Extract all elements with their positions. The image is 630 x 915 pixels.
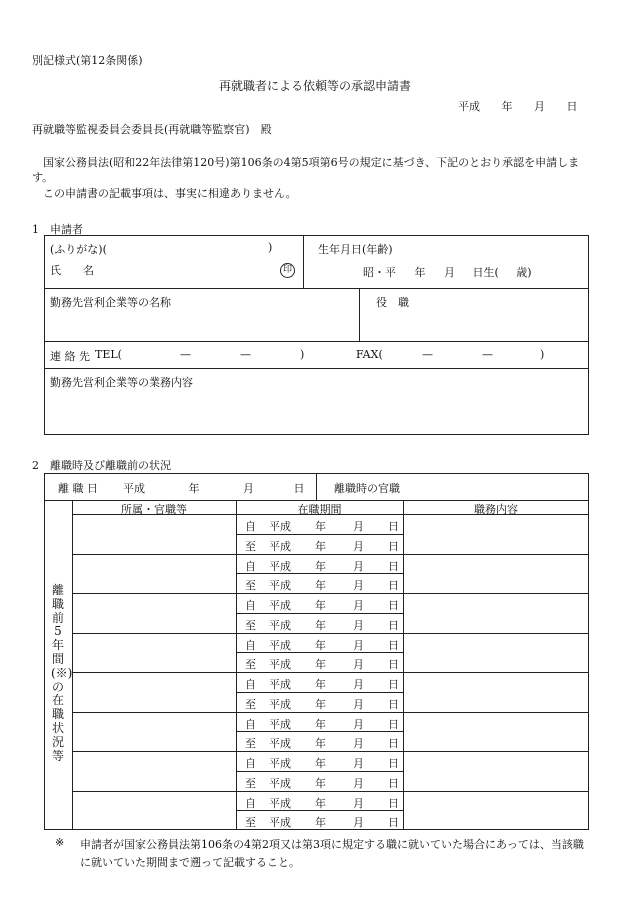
side-label: 離職前5年間(※)の在職状況等 (51, 583, 73, 763)
period-year-unit: 年 (315, 678, 326, 691)
col-duties: 職務内容 (474, 503, 518, 516)
retire-era: 平成 (123, 482, 145, 495)
retire-day-unit: 日 (293, 482, 305, 495)
period-mark: 自 (245, 796, 256, 810)
contact-row (50, 348, 585, 364)
period-year-unit: 年 (315, 658, 326, 672)
period-year-unit: 年 (315, 599, 326, 612)
period-era: 平成 (269, 579, 291, 593)
business-label: 勤務先営利企業等の業務内容 (50, 376, 193, 389)
affiliation-field[interactable] (73, 713, 235, 751)
retire-date-field[interactable] (123, 480, 305, 496)
duties-field[interactable] (404, 515, 588, 553)
duties-field[interactable] (404, 752, 588, 790)
period-era: 平成 (269, 796, 291, 810)
period-year-unit: 年 (315, 520, 326, 533)
period-era: 平成 (269, 599, 291, 612)
period-month-unit: 月 (353, 539, 364, 553)
employer-label: 勤務先営利企業等の名称 (50, 296, 171, 309)
birth-date-field[interactable] (363, 264, 532, 280)
divider (44, 341, 589, 342)
period-era: 平成 (269, 539, 291, 553)
affiliation-field[interactable] (73, 555, 235, 593)
date-era: 平成 (458, 100, 480, 113)
period-era: 平成 (269, 816, 291, 830)
divider (236, 500, 237, 830)
position-label: 役 職 (376, 296, 409, 309)
period-day-unit: 日 (388, 678, 399, 691)
period-mark: 自 (245, 757, 256, 770)
birth-day-unit: 日生( (472, 266, 499, 279)
period-era: 平成 (269, 520, 291, 533)
period-era: 平成 (269, 658, 291, 672)
period-era: 平成 (269, 559, 291, 573)
fax-dash: — (482, 348, 493, 361)
date-day-unit: 日 (566, 100, 578, 113)
date-month-unit: 月 (534, 100, 545, 113)
period-day-unit: 日 (388, 757, 399, 770)
retire-year-unit: 年 (188, 482, 200, 495)
period-day-unit: 日 (388, 599, 399, 612)
period-month-unit: 月 (353, 599, 364, 612)
period-month-unit: 月 (353, 796, 364, 810)
name-field[interactable] (280, 262, 295, 278)
period-day-unit: 日 (388, 559, 399, 573)
period-era: 平成 (269, 776, 291, 790)
fax-label: FAX( (356, 348, 383, 361)
period-month-unit: 月 (353, 816, 364, 830)
period-day-unit: 日 (388, 816, 399, 830)
period-year-unit: 年 (315, 638, 326, 652)
period-mark: 自 (245, 599, 256, 612)
duties-field[interactable] (404, 713, 588, 751)
period-month-unit: 月 (353, 618, 364, 632)
col-affiliation: 所属・官職等 (121, 503, 187, 516)
furigana-label: (ふりがな)( (50, 243, 107, 256)
period-era: 平成 (269, 757, 291, 770)
birth-era: 昭・平 (363, 266, 396, 279)
furigana-close: ) (268, 241, 273, 254)
affiliation-field[interactable] (73, 634, 235, 672)
period-day-unit: 日 (388, 717, 399, 731)
period-day-unit: 日 (388, 658, 399, 672)
duties-field[interactable] (404, 792, 588, 830)
age-unit: 歳) (516, 266, 532, 279)
retire-date-label: 離 職 日 (58, 482, 98, 495)
period-year-unit: 年 (315, 776, 326, 790)
affiliation-field[interactable] (73, 594, 235, 632)
period-year-unit: 年 (315, 697, 326, 711)
affiliation-field[interactable] (73, 673, 235, 711)
duties-field[interactable] (404, 555, 588, 593)
period-mark: 至 (245, 658, 256, 672)
period-mark: 至 (245, 816, 256, 830)
period-month-unit: 月 (353, 520, 364, 533)
divider (303, 235, 304, 288)
period-month-unit: 月 (353, 776, 364, 790)
fax-dash: — (422, 348, 433, 361)
period-month-unit: 月 (353, 737, 364, 751)
seal-icon: 印 (280, 263, 295, 278)
tel-close: ) (300, 348, 305, 361)
period-day-unit: 日 (388, 618, 399, 632)
divider (359, 288, 360, 341)
period-mark: 自 (245, 717, 256, 731)
period-mark: 自 (245, 520, 256, 533)
period-year-unit: 年 (315, 816, 326, 830)
form-title: 再就職者による依頼等の承認申請書 (218, 79, 411, 93)
period-month-unit: 月 (353, 757, 364, 770)
tel-dash: — (180, 348, 191, 361)
date-year-unit: 年 (501, 100, 513, 113)
application-statement: 国家公務員法(昭和22年法律第120号)第106条の4第5項第6号の規定に基づき、下記のとおり承認を申請します。 (32, 156, 580, 184)
footnote-text: 申請者が国家公務員法第106条の4第2項又は第3項に規定する職に就いていた場合にあっては、当該職に就いていた期間まで遡って記載すること。 (80, 838, 584, 869)
period-year-unit: 年 (315, 579, 326, 593)
fax-close: ) (540, 348, 545, 361)
affiliation-field[interactable] (73, 792, 235, 830)
period-day-unit: 日 (388, 796, 399, 810)
period-month-unit: 月 (353, 658, 364, 672)
truth-declaration: この申請書の記載事項は、事実に相違ありません。 (43, 187, 297, 200)
period-mark: 至 (245, 618, 256, 632)
period-day-unit: 日 (388, 638, 399, 652)
form-reference: 別記様式(第12条関係) (32, 54, 143, 67)
period-era: 平成 (269, 717, 291, 731)
tel-label: TEL( (95, 348, 122, 361)
period-era: 平成 (269, 618, 291, 632)
divider (44, 368, 589, 369)
period-mark: 至 (245, 579, 256, 593)
footnote-mark: ※ (55, 836, 65, 849)
period-day-unit: 日 (388, 697, 399, 711)
duties-field[interactable] (404, 634, 588, 672)
period-year-unit: 年 (315, 737, 326, 751)
period-year-unit: 年 (315, 618, 326, 632)
period-day-unit: 日 (388, 776, 399, 790)
retire-month-unit: 月 (243, 482, 254, 495)
tel-dash: — (240, 348, 251, 361)
period-mark: 至 (245, 776, 256, 790)
section2-heading: 2 離職時及び離職前の状況 (32, 459, 171, 472)
period-year-unit: 年 (315, 559, 326, 573)
name-label: 氏 名 (50, 264, 94, 277)
period-era: 平成 (269, 638, 291, 652)
addressee: 再就職等監視委員会委員長(再就職等監察官) 殿 (32, 123, 272, 136)
period-era: 平成 (269, 697, 291, 711)
period-day-unit: 日 (388, 539, 399, 553)
retire-post-label: 離職時の官職 (334, 482, 400, 495)
birth-month-unit: 月 (444, 266, 455, 279)
period-month-unit: 月 (353, 697, 364, 711)
duties-field[interactable] (404, 594, 588, 632)
period-day-unit: 日 (388, 737, 399, 751)
affiliation-field[interactable] (73, 515, 235, 553)
period-month-unit: 月 (353, 717, 364, 731)
submission-date (458, 98, 578, 114)
birth-label: 生年月日(年齢) (318, 243, 393, 256)
period-mark: 自 (245, 678, 256, 691)
period-year-unit: 年 (315, 539, 326, 553)
period-year-unit: 年 (315, 717, 326, 731)
period-era: 平成 (269, 678, 291, 691)
period-mark: 至 (245, 539, 256, 553)
period-month-unit: 月 (353, 638, 364, 652)
affiliation-field[interactable] (73, 752, 235, 790)
duties-field[interactable] (404, 673, 588, 711)
birth-year-unit: 年 (414, 266, 426, 279)
contact-label: 連 絡 先 (50, 350, 90, 363)
period-mark: 至 (245, 737, 256, 751)
col-period: 在職期間 (297, 503, 342, 516)
divider (44, 288, 589, 289)
period-month-unit: 月 (353, 559, 364, 573)
period-year-unit: 年 (315, 757, 326, 770)
period-era: 平成 (269, 737, 291, 751)
period-day-unit: 日 (388, 520, 399, 533)
period-day-unit: 日 (388, 579, 399, 593)
period-mark: 自 (245, 559, 256, 573)
period-month-unit: 月 (353, 579, 364, 593)
period-year-unit: 年 (315, 796, 326, 810)
period-month-unit: 月 (353, 678, 364, 691)
section1-heading: 1 申請者 (32, 223, 83, 236)
divider (316, 473, 317, 500)
period-mark: 至 (245, 697, 256, 711)
period-mark: 自 (245, 638, 256, 652)
